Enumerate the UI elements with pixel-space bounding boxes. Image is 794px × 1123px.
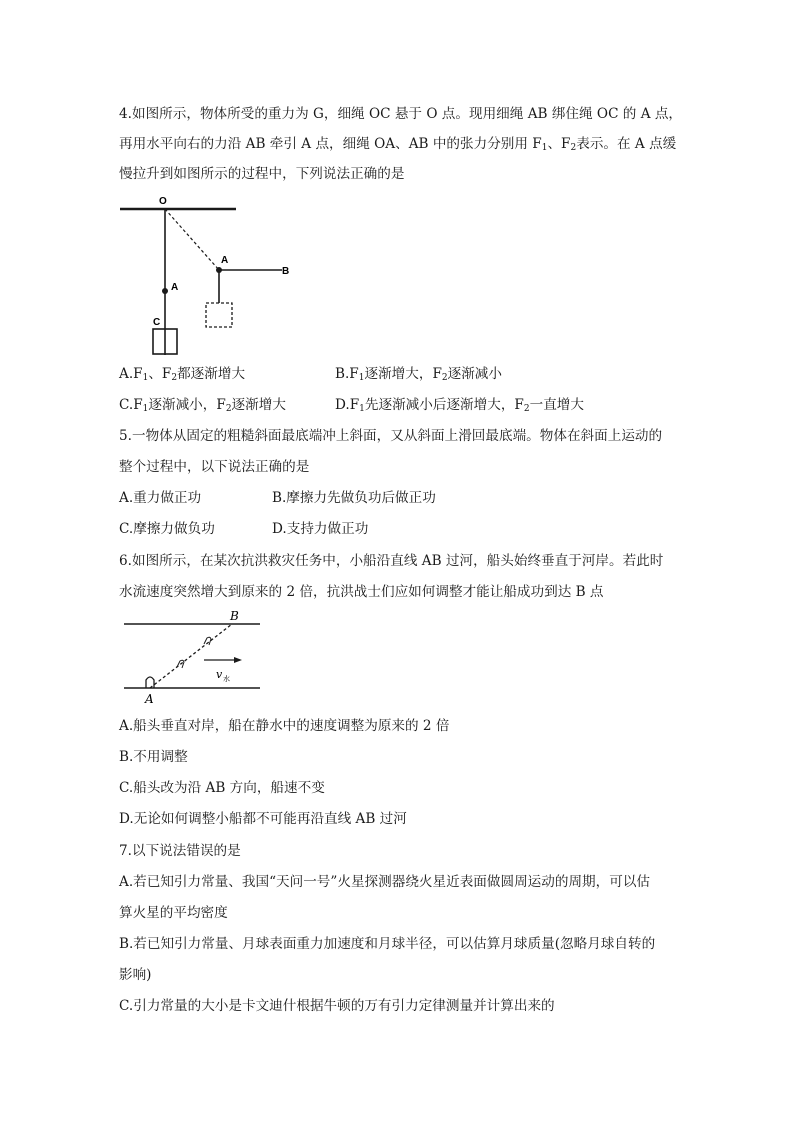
q6-figure <box>120 610 265 706</box>
label-b: B <box>230 609 239 623</box>
q4-option-c-text: C.F <box>119 397 143 413</box>
q6-option-d[interactable]: D.无论如何调整小船都不可能再沿直线 AB 过河 <box>119 811 407 827</box>
q7-option-b-line-1[interactable]: B.若已知引力常量、月球表面重力加速度和月球半径，可以估算月球质量(忽略月球自转的 <box>119 936 656 952</box>
q4-option-d-text: 一直增大 <box>529 397 584 413</box>
q7-option-b-line-2[interactable]: 影响) <box>119 967 152 983</box>
label-a: A <box>145 692 154 706</box>
q4-option-a[interactable] <box>119 365 245 383</box>
q6-stem-line-1: 6.如图所示，在某次抗洪救灾任务中，小船沿直线 AB 过河，船头始终垂直于河岸。若此时 <box>119 553 664 569</box>
q6-stem-line-2: 水流速度突然增大到原来的 2 倍，抗洪战士们应如何调整才能让船成功到达 B 点 <box>119 584 604 600</box>
rope-oa-dashed <box>165 209 219 270</box>
subscript: 2 <box>441 373 448 383</box>
weight-box-dashed <box>206 303 232 327</box>
velocity-arrowhead <box>234 657 242 663</box>
q4-option-d-text: D.F <box>335 397 360 413</box>
subscript: 1 <box>358 373 365 383</box>
q7-stem-line-1: 7.以下说法错误的是 <box>119 843 241 859</box>
q6-option-c[interactable]: C.船头改为沿 AB 方向，船速不变 <box>119 780 325 796</box>
q4-option-c-text: 逐渐增大 <box>231 397 286 413</box>
q4-stem-line-1: 4.如图所示，物体所受的重力为 G，细绳 OC 悬于 O 点。现用细绳 AB 绑住绳 OC 的 A 点， <box>119 106 683 122</box>
subscript: 2 <box>523 404 530 414</box>
q4-option-a-text: A.F <box>119 366 143 382</box>
q7-option-a-line-2[interactable]: 算火星的平均密度 <box>119 905 228 921</box>
q4-option-d-text: 先逐渐减小后逐渐增大，F <box>364 397 524 413</box>
q4-option-b-text: 逐渐减小 <box>447 366 502 382</box>
q4-option-a-text: 都逐渐增大 <box>177 366 246 382</box>
q4-stem-text: 表示。在 A 点缓 <box>576 136 677 152</box>
q5-option-c[interactable]: C.摩擦力做负功 <box>119 521 215 537</box>
q6-option-a[interactable]: A.船头垂直对岸，船在静水中的速度调整为原来的 2 倍 <box>119 718 450 734</box>
q5-option-a[interactable]: A.重力做正功 <box>119 490 202 506</box>
q4-option-a-text: 、F <box>148 366 172 382</box>
q4-option-b-text: B.F <box>335 366 359 382</box>
subscript: 1 <box>359 404 365 414</box>
q4-option-c[interactable] <box>119 396 286 414</box>
q4-stem-text: 、F <box>547 136 571 152</box>
q5-option-d[interactable]: D.支持力做正功 <box>272 521 369 537</box>
q7-option-a-line-1[interactable]: A.若已知引力常量、我国“天问一号”火星探测器绕火星近表面做圆周运动的周期，可以估 <box>119 874 651 890</box>
q5-stem-line-1: 5.一物体从固定的粗糙斜面最底端冲上斜面，又从斜面上滑回最底端。物体在斜面上运动的 <box>119 428 663 444</box>
q4-option-d[interactable] <box>335 396 584 414</box>
subscript: 1 <box>142 373 149 383</box>
q4-option-c-text: 逐渐减小，F <box>148 397 226 413</box>
q5-option-b[interactable]: B.摩擦力先做负功后做正功 <box>272 490 436 506</box>
label-a-left: A <box>171 282 179 293</box>
subscript: 1 <box>541 143 548 153</box>
q6-option-b[interactable]: B.不用调整 <box>119 749 188 765</box>
label-v: v <box>216 668 223 681</box>
subscript: 1 <box>142 404 149 414</box>
subscript: 2 <box>225 404 232 414</box>
subscript: 2 <box>570 143 577 153</box>
q4-stem-line-3: 慢拉升到如图所示的过程中，下列说法正确的是 <box>119 166 405 182</box>
subscript: 2 <box>171 373 178 383</box>
q4-figure <box>118 193 288 353</box>
boat-at-a <box>146 677 154 688</box>
label-b: B <box>282 266 290 277</box>
q4-option-b-text: 逐渐增大，F <box>364 366 442 382</box>
point-a-left <box>162 288 168 294</box>
label-v-sub: 水 <box>223 675 230 683</box>
q5-stem-line-2: 整个过程中，以下说法正确的是 <box>119 459 310 475</box>
label-o: O <box>159 196 167 207</box>
label-c: C <box>153 317 161 328</box>
q4-option-b[interactable] <box>335 365 502 383</box>
label-a-right: A <box>221 255 229 266</box>
q4-stem-text: 再用水平向右的力沿 AB 牵引 A 点，细绳 OA、AB 中的张力分别用 F <box>119 136 542 152</box>
q7-option-c[interactable]: C.引力常量的大小是卡文迪什根据牛顿的万有引力定律测量并计算出来的 <box>119 998 555 1014</box>
q4-stem-line-2 <box>119 135 676 153</box>
